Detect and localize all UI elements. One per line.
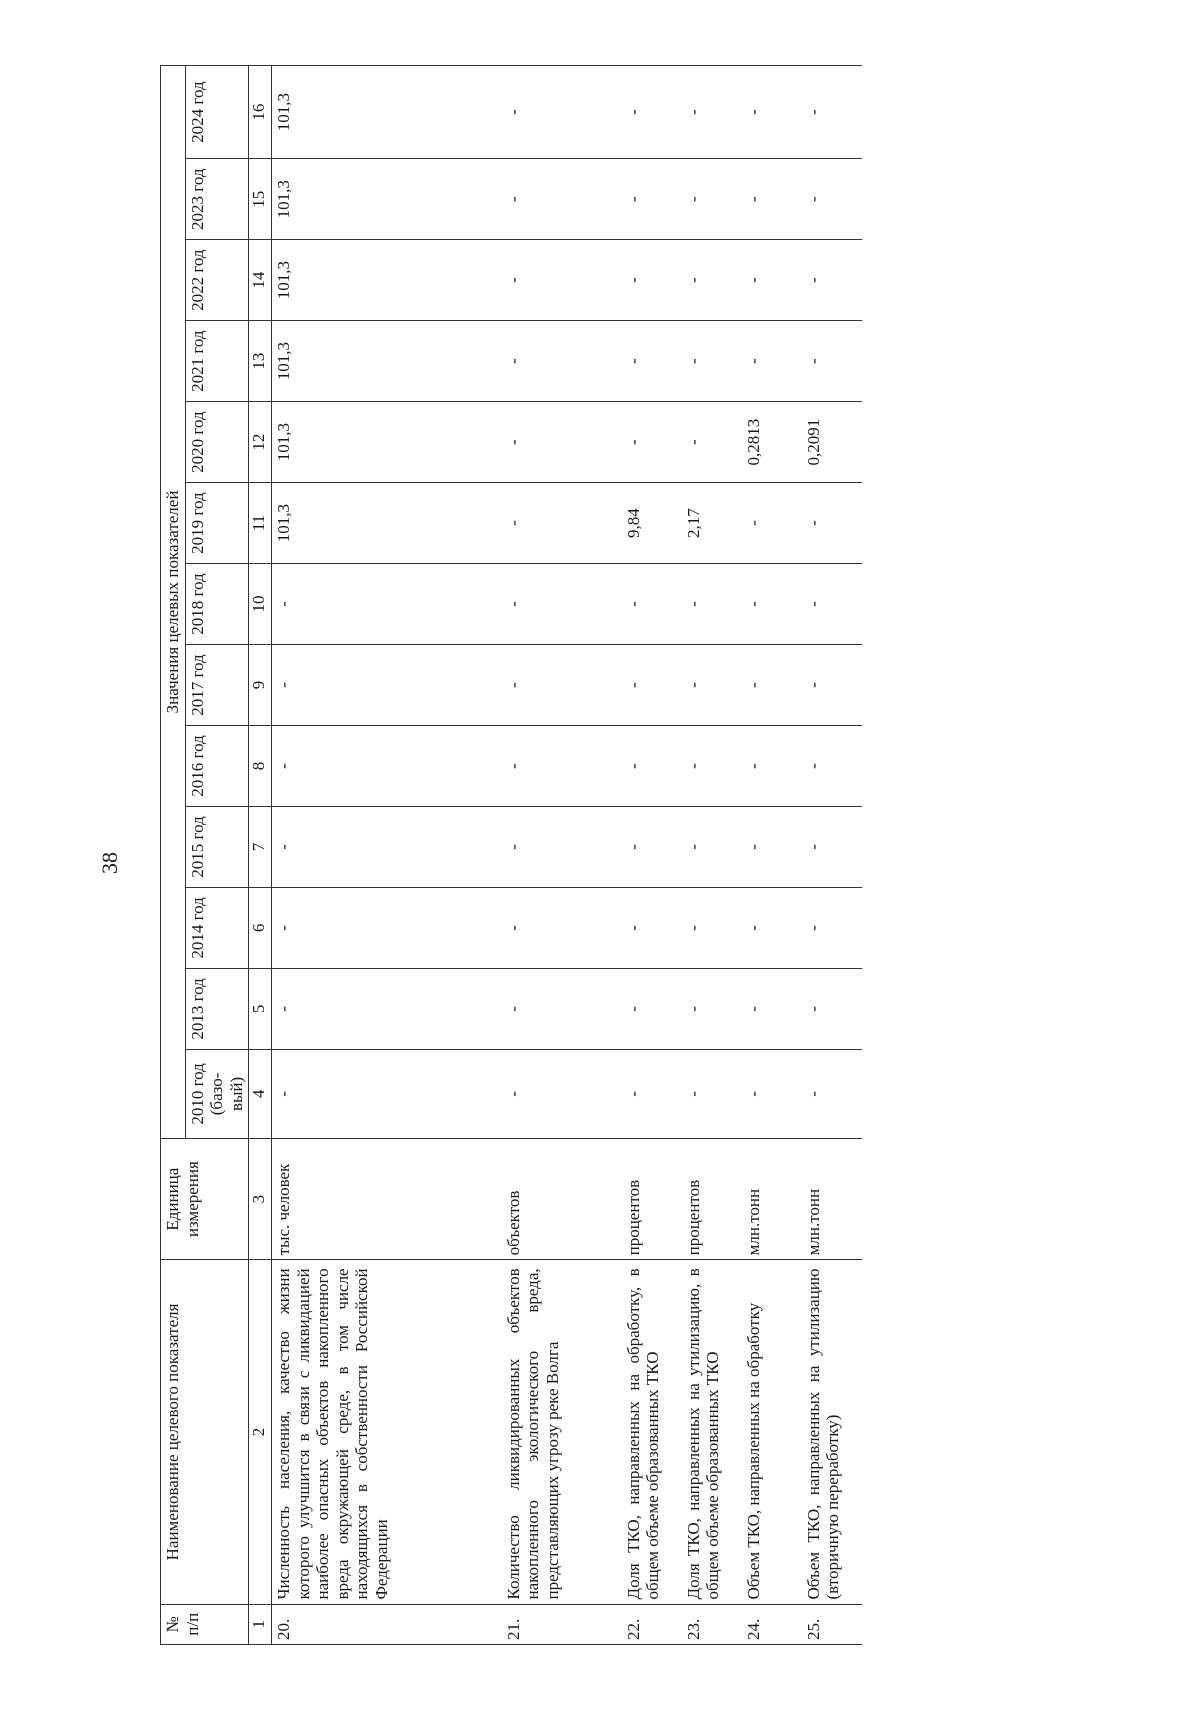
- indicator-value: -: [742, 321, 802, 402]
- indicator-value: -: [622, 645, 682, 726]
- indicator-value: -: [502, 645, 622, 726]
- header-year: 2020 год: [185, 402, 249, 483]
- indicator-value: 2,17: [682, 483, 742, 564]
- indicator-value: -: [742, 887, 802, 968]
- indicators-table: [160, 65, 862, 1645]
- indicator-value: 9,84: [622, 483, 682, 564]
- indicator-value: -: [802, 726, 862, 807]
- indicator-value: -: [502, 240, 622, 321]
- indicator-value: 101,3: [272, 240, 502, 321]
- indicator-value: -: [622, 968, 682, 1049]
- indicator-name: Доля ТКО, направленных на утилизацию, в общем объеме образованных ТКО: [682, 1260, 742, 1604]
- header-values: Значения целевых показателей: [161, 66, 186, 1139]
- indicator-value: 101,3: [272, 402, 502, 483]
- table-row: [622, 66, 682, 1645]
- indicator-value: -: [272, 887, 502, 968]
- indicator-value: -: [502, 564, 622, 645]
- column-number: 6: [249, 887, 272, 968]
- column-number: 12: [249, 402, 272, 483]
- indicator-value: -: [802, 887, 862, 968]
- indicator-value: -: [272, 726, 502, 807]
- indicator-value: -: [682, 564, 742, 645]
- header-year: 2014 год: [185, 887, 249, 968]
- indicator-value: -: [502, 483, 622, 564]
- indicator-value: -: [682, 66, 742, 159]
- indicator-name: Объем ТКО, направленных на обработку: [742, 1260, 802, 1604]
- indicator-value: -: [682, 806, 742, 887]
- landscape-page: [160, 65, 1120, 1645]
- header-year: 2021 год: [185, 321, 249, 402]
- indicator-value: -: [272, 1049, 502, 1138]
- row-number: 24.: [742, 1604, 802, 1644]
- header-name: Наименование целевого показателя: [161, 1260, 249, 1604]
- table-row: [682, 66, 742, 1645]
- indicator-value: 0,2813: [742, 402, 802, 483]
- indicator-value: -: [622, 66, 682, 159]
- column-number: 2: [249, 1260, 272, 1604]
- header-year: 2023 год: [185, 159, 249, 240]
- column-number: 1: [249, 1604, 272, 1644]
- page-number: 38: [97, 852, 122, 874]
- indicator-value: -: [742, 645, 802, 726]
- table-row: [802, 66, 862, 1645]
- indicator-value: -: [622, 806, 682, 887]
- column-number: 13: [249, 321, 272, 402]
- indicator-value: -: [802, 564, 862, 645]
- indicator-value: 101,3: [272, 66, 502, 159]
- indicator-value: -: [802, 806, 862, 887]
- indicator-value: 0,2091: [802, 402, 862, 483]
- indicator-unit: объектов: [502, 1138, 622, 1259]
- header-unit: Единица измерения: [161, 1138, 249, 1259]
- indicator-value: -: [682, 240, 742, 321]
- indicator-value: 101,3: [272, 483, 502, 564]
- indicator-unit: тыс. человек: [272, 1138, 502, 1259]
- indicator-value: -: [802, 321, 862, 402]
- header-year: 2016 год: [185, 726, 249, 807]
- indicator-value: -: [502, 159, 622, 240]
- row-number: 23.: [682, 1604, 742, 1644]
- indicator-value: -: [802, 968, 862, 1049]
- indicator-value: -: [272, 806, 502, 887]
- indicator-value: -: [742, 1049, 802, 1138]
- indicator-value: -: [622, 887, 682, 968]
- indicator-value: -: [682, 968, 742, 1049]
- indicator-value: -: [682, 1049, 742, 1138]
- indicator-value: -: [802, 483, 862, 564]
- indicator-value: -: [742, 726, 802, 807]
- indicator-value: -: [502, 968, 622, 1049]
- column-number: 11: [249, 483, 272, 564]
- table-row: [272, 66, 502, 1645]
- indicator-value: -: [802, 66, 862, 159]
- indicator-value: 101,3: [272, 159, 502, 240]
- column-number: 9: [249, 645, 272, 726]
- indicator-value: -: [272, 564, 502, 645]
- header-num: № п/п: [161, 1604, 249, 1644]
- indicator-name: Объем ТКО, направленных на утилизацию (вторичную переработку): [802, 1260, 862, 1604]
- indicator-unit: млн.тонн: [742, 1138, 802, 1259]
- table-row: [502, 66, 622, 1645]
- header-year: 2018 год: [185, 564, 249, 645]
- indicator-value: -: [622, 321, 682, 402]
- indicator-value: -: [802, 159, 862, 240]
- row-number: 20.: [272, 1604, 502, 1644]
- indicator-unit: процентов: [622, 1138, 682, 1259]
- indicator-name: Доля ТКО, направленных на обработку, в общем объеме образованных ТКО: [622, 1260, 682, 1604]
- header-year: 2017 год: [185, 645, 249, 726]
- indicator-unit: млн.тонн: [802, 1138, 862, 1259]
- indicator-value: -: [272, 968, 502, 1049]
- indicator-value: -: [742, 564, 802, 645]
- indicator-value: -: [682, 321, 742, 402]
- column-number: 15: [249, 159, 272, 240]
- indicator-value: -: [742, 806, 802, 887]
- indicator-name: Количество ликвидированных объектов накопленного экологического вреда, представляющих угрозу реке Волга: [502, 1260, 622, 1604]
- indicator-value: -: [622, 240, 682, 321]
- indicator-value: -: [502, 1049, 622, 1138]
- column-number: 14: [249, 240, 272, 321]
- indicator-value: -: [502, 321, 622, 402]
- indicator-value: -: [622, 1049, 682, 1138]
- indicator-value: -: [802, 240, 862, 321]
- column-number: 16: [249, 66, 272, 159]
- indicator-value: -: [502, 887, 622, 968]
- header-year: 2022 год: [185, 240, 249, 321]
- indicator-value: 101,3: [272, 321, 502, 402]
- indicator-value: -: [742, 483, 802, 564]
- indicator-value: -: [502, 66, 622, 159]
- indicator-value: -: [742, 240, 802, 321]
- indicator-value: -: [742, 159, 802, 240]
- indicator-value: -: [682, 645, 742, 726]
- column-number: 5: [249, 968, 272, 1049]
- indicator-name: Численность населения, качество жизни которого улучшится в связи с ликвидацией наиболее опасных объектов накопленного вреда окружающей среде, в том числе находящихся в собственности Российской Федерации: [272, 1260, 502, 1604]
- indicator-value: -: [742, 968, 802, 1049]
- indicator-value: -: [622, 159, 682, 240]
- column-number: 3: [249, 1138, 272, 1259]
- column-number: 4: [249, 1049, 272, 1138]
- indicator-value: -: [682, 402, 742, 483]
- indicator-value: -: [622, 402, 682, 483]
- row-number: 22.: [622, 1604, 682, 1644]
- row-number: 21.: [502, 1604, 622, 1644]
- indicator-value: -: [682, 159, 742, 240]
- indicator-value: -: [682, 726, 742, 807]
- indicator-value: -: [502, 402, 622, 483]
- header-year: 2010 год (базо- вый): [185, 1049, 249, 1138]
- column-number: 7: [249, 806, 272, 887]
- header-year: 2015 год: [185, 806, 249, 887]
- indicator-value: -: [622, 726, 682, 807]
- column-number: 10: [249, 564, 272, 645]
- indicator-value: -: [802, 1049, 862, 1138]
- indicator-value: -: [272, 645, 502, 726]
- header-year: 2019 год: [185, 483, 249, 564]
- header-year: 2013 год: [185, 968, 249, 1049]
- indicator-value: -: [622, 564, 682, 645]
- header-year: 2024 год: [185, 66, 249, 159]
- column-number: 8: [249, 726, 272, 807]
- indicator-value: -: [742, 66, 802, 159]
- indicator-value: -: [502, 726, 622, 807]
- indicator-value: -: [682, 887, 742, 968]
- indicator-value: -: [502, 806, 622, 887]
- indicator-value: -: [802, 645, 862, 726]
- table-row: [742, 66, 802, 1645]
- row-number: 25.: [802, 1604, 862, 1644]
- indicator-unit: процентов: [682, 1138, 742, 1259]
